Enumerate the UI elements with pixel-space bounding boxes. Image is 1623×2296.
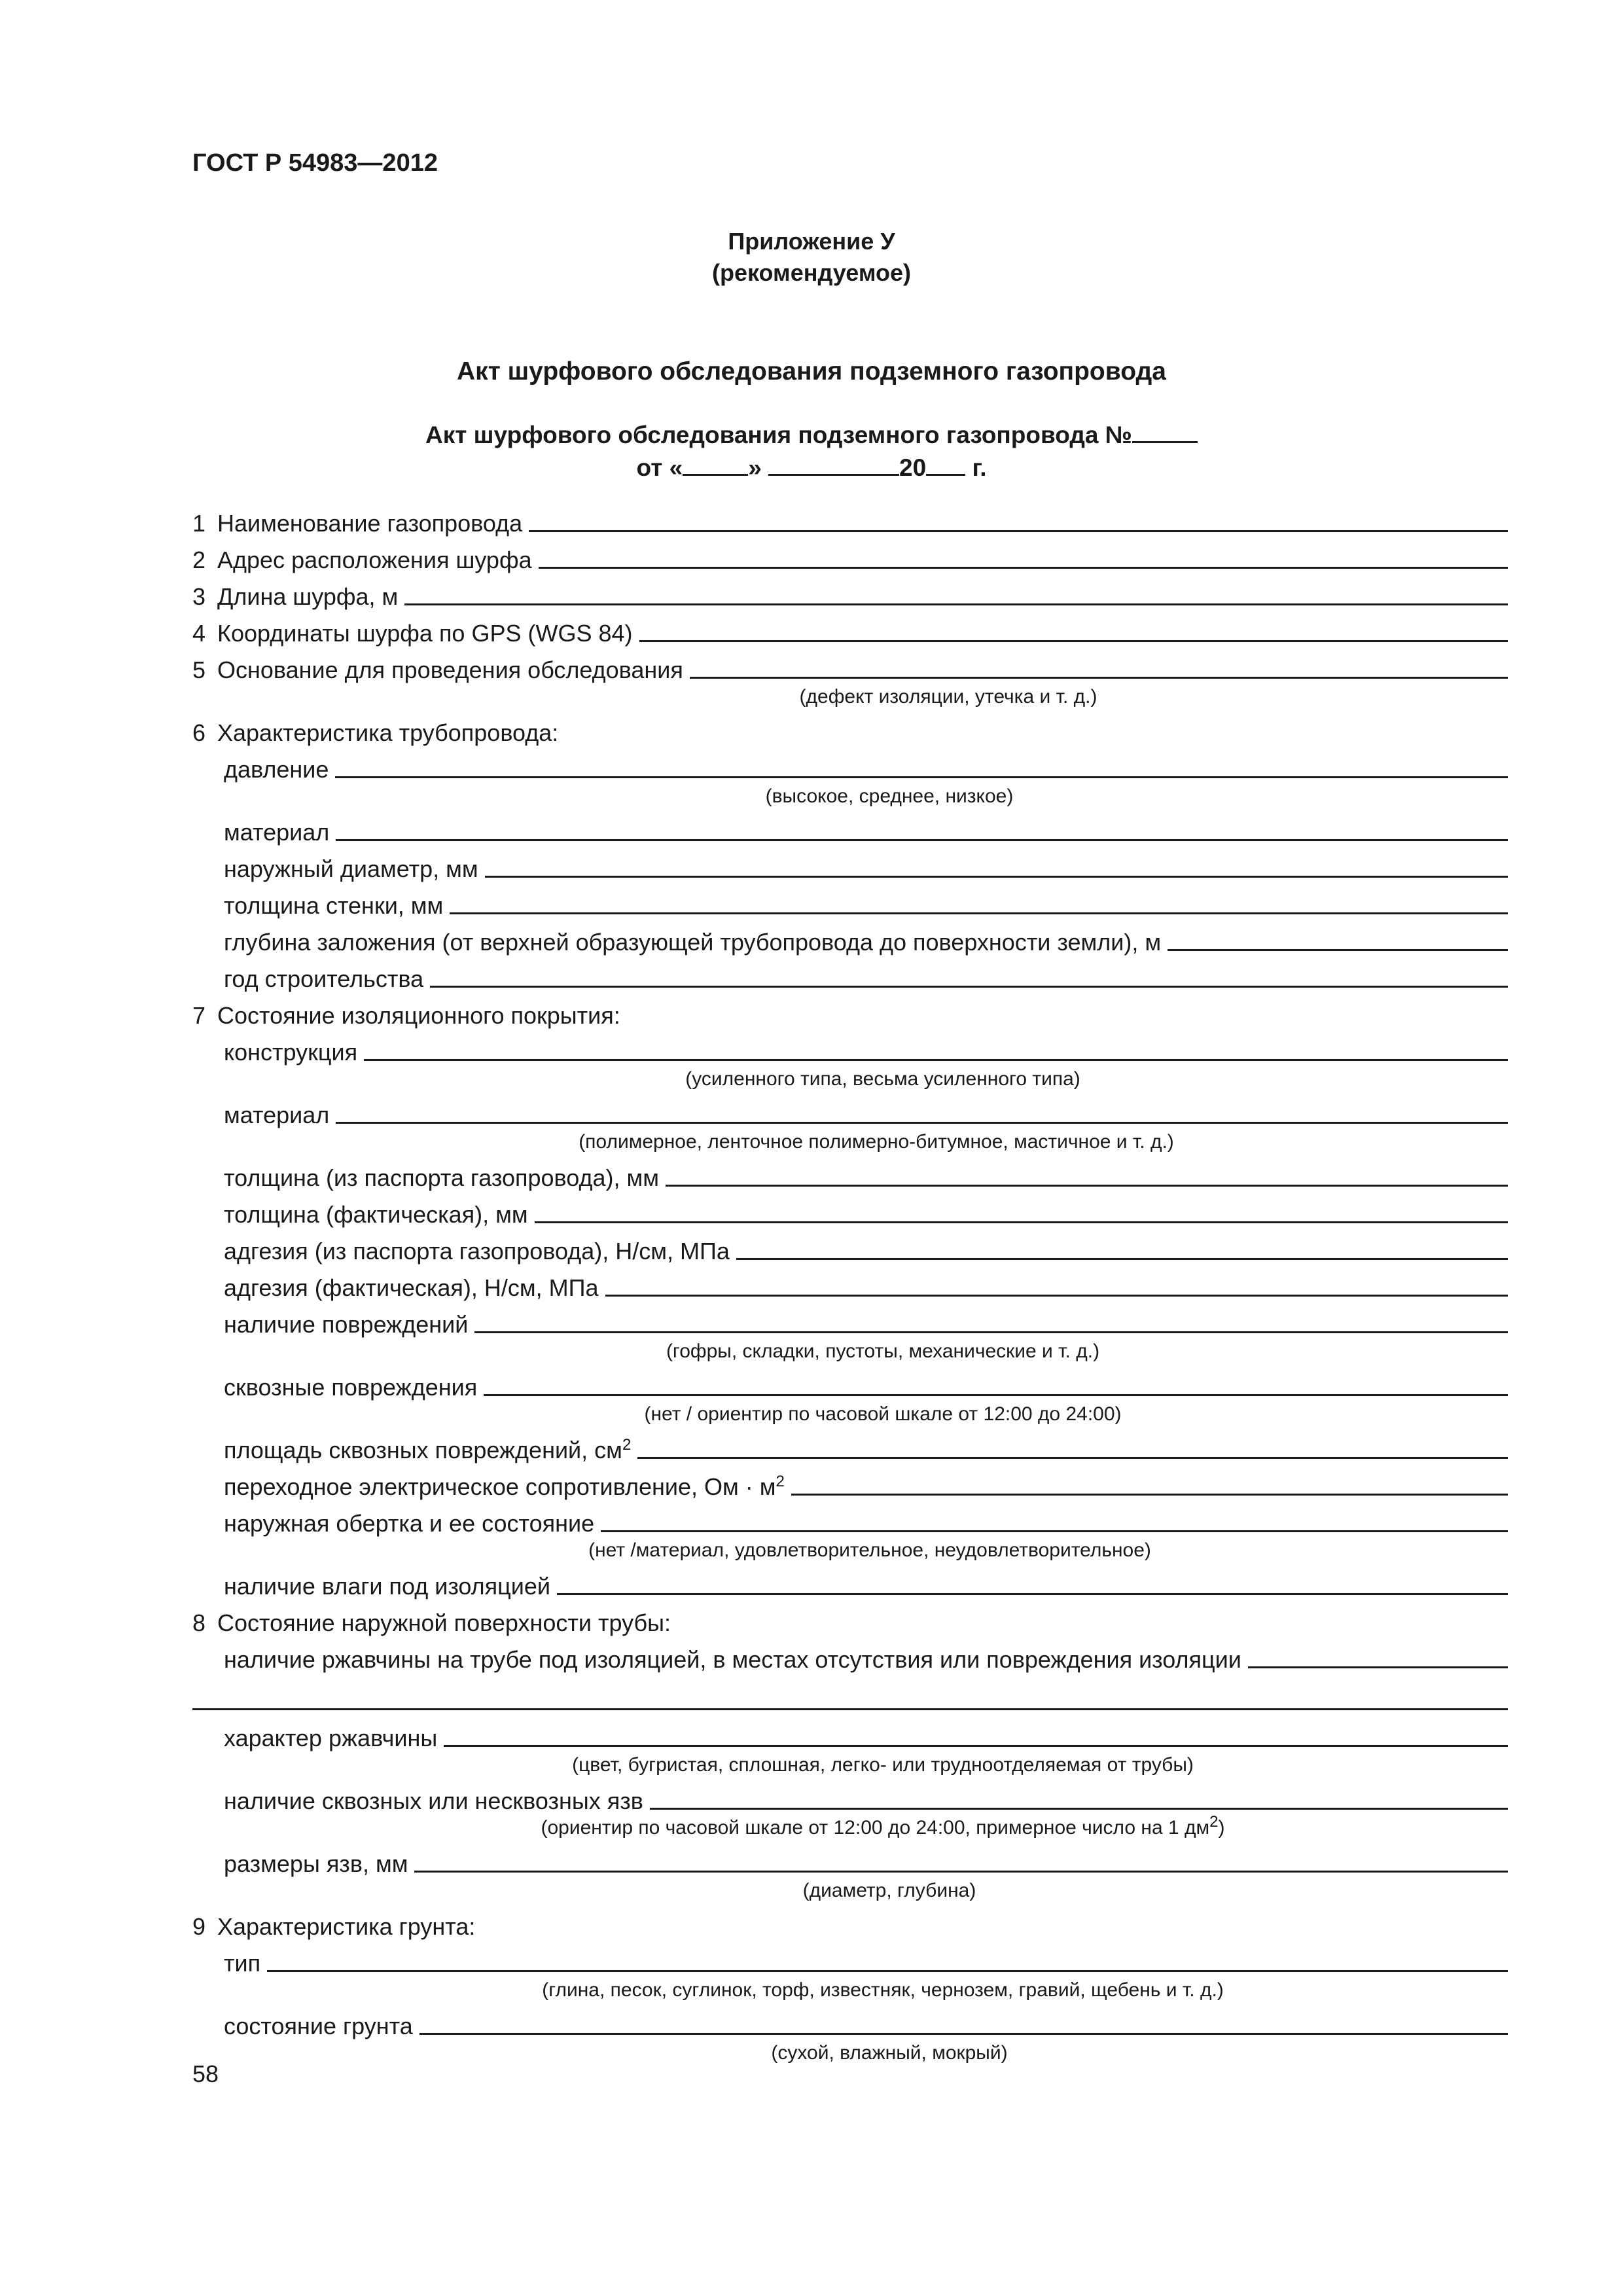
damage-presence-hint: (гофры, складки, пустоты, механические и т. д.) <box>666 1340 1100 1362</box>
soil-type-hint: (глина, песок, суглинок, торф, известняк, чернозем, гравий, щебень и т. д.) <box>542 1979 1224 2001</box>
item-outer-wrap: наружная обертка и ее состояние <box>192 1501 1508 1537</box>
item-label: 3 Длина шурфа, м <box>192 583 399 610</box>
item-through-damage: сквозные повреждения <box>192 1365 1508 1401</box>
soil-state-hint: (сухой, влажный, мокрый) <box>771 2042 1008 2064</box>
adhesion-actual-field[interactable] <box>605 1295 1508 1297</box>
item-pressure: давление <box>192 747 1508 783</box>
through-damage-hint: (нет / ориентир по часовой шкале от 12:00 до 24:00) <box>644 1403 1122 1425</box>
item-label: 4 Координаты шурфа по GPS (WGS 84) <box>192 620 633 647</box>
item-label: 5 Основание для проведения обследования <box>192 656 683 683</box>
moisture-field[interactable] <box>557 1593 1508 1595</box>
damage-presence-field[interactable] <box>474 1331 1508 1333</box>
insulation-material-field[interactable] <box>336 1122 1508 1124</box>
insulation-construction-field[interactable] <box>364 1059 1508 1061</box>
outer-wrap-field[interactable] <box>601 1530 1508 1532</box>
appendix-title: Приложение У <box>728 228 895 255</box>
laying-depth-field[interactable] <box>1168 949 1508 951</box>
construction-year-field[interactable] <box>430 986 1508 988</box>
item-through-damage-area: площадь сквозных повреждений, $см^2$ <box>192 1427 1508 1464</box>
item-thickness-actual: толщина (фактическая), мм <box>192 1192 1508 1229</box>
item-laying-depth: глубина заложения (от верхней образующей трубопровода до поверхности земли), м <box>192 920 1508 956</box>
section-label: 6 Характеристика трубопровода: <box>192 719 559 746</box>
item-soil-type: тип <box>192 1941 1508 1977</box>
section-insulation-condition <box>192 993 1508 1030</box>
ulcers-hint: (ориентир по часовой шкале от 12:00 до 24:00, примерное число на 1 $дм^2$) <box>541 1813 1225 1839</box>
section-soil-characteristics <box>192 1904 1508 1941</box>
item-survey-reason <box>192 647 1508 684</box>
outer-diameter-field[interactable] <box>485 876 1508 878</box>
item-outer-diameter: наружный диаметр, мм <box>192 846 1508 883</box>
item-soil-state: состояние грунта <box>192 2003 1508 2040</box>
page-number: 58 <box>192 2060 219 2087</box>
item-damage-presence: наличие повреждений <box>192 1302 1508 1338</box>
ulcer-size-field[interactable] <box>414 1871 1508 1873</box>
pit-length-field[interactable] <box>404 603 1508 605</box>
section-label: 8 Состояние наружной поверхности трубы: <box>192 1609 671 1636</box>
year-prefix: 20 <box>899 454 927 481</box>
thickness-actual-field[interactable] <box>535 1221 1508 1223</box>
item-insulation-material: материал <box>192 1092 1508 1129</box>
section-pipeline-characteristics <box>192 710 1508 747</box>
date-day-field[interactable] <box>683 452 748 476</box>
outer-wrap-hint: (нет /материал, удовлетворительное, неудовлетворительное) <box>588 1539 1151 1561</box>
pressure-field[interactable] <box>335 776 1508 778</box>
section-pipe-surface <box>192 1600 1508 1637</box>
date-month-field[interactable] <box>768 452 899 476</box>
act-number-label: Акт шурфового обследования подземного газопровода № <box>425 422 1132 448</box>
pit-address-field[interactable] <box>539 567 1508 569</box>
ulcer-size-hint: (диаметр, глубина) <box>802 1880 976 1901</box>
rust-presence-continuation-field[interactable] <box>192 1674 1508 1710</box>
item-pit-length <box>192 574 1508 611</box>
section-label: 9 Характеристика грунта: <box>192 1913 476 1940</box>
insulation-construction-hint: (усиленного типа, весьма усиленного типа) <box>685 1068 1080 1090</box>
wall-thickness-field[interactable] <box>450 912 1508 914</box>
act-form <box>192 501 1508 2066</box>
item-gps-coordinates <box>192 611 1508 647</box>
date-from-label: от « <box>636 454 683 481</box>
act-number-line <box>0 419 1623 452</box>
soil-state-field[interactable] <box>419 2033 1508 2035</box>
appendix-heading <box>0 226 1623 289</box>
rust-character-field[interactable] <box>444 1745 1508 1747</box>
through-damage-area-field[interactable] <box>637 1457 1508 1459</box>
through-damage-field[interactable] <box>484 1394 1508 1396</box>
document-title: Акт шурфового обследования подземного газопровода <box>457 357 1166 386</box>
ulcers-field[interactable] <box>650 1808 1508 1810</box>
date-quote: » <box>748 454 762 481</box>
item-wall-thickness: толщина стенки, мм <box>192 883 1508 920</box>
gps-coordinates-field[interactable] <box>639 640 1508 642</box>
item-rust-character: характер ржавчины <box>192 1715 1508 1752</box>
item-moisture-under-insulation: наличие влаги под изоляцией <box>192 1564 1508 1600</box>
year-suffix: г. <box>972 454 987 481</box>
standard-number: ГОСТ Р 54983—2012 <box>192 149 438 177</box>
survey-reason-field[interactable] <box>690 677 1508 679</box>
rust-presence-field[interactable] <box>1248 1666 1508 1668</box>
gas-pipeline-name-field[interactable] <box>529 530 1508 532</box>
date-year-field[interactable] <box>926 452 965 476</box>
item-adhesion-actual: адгезия (фактическая), Н/см, МПа <box>192 1265 1508 1302</box>
insulation-material-hint: (полимерное, ленточное полимерно-битумное, мастичное и т. д.) <box>579 1131 1174 1153</box>
item-ulcer-size: размеры язв, мм <box>192 1841 1508 1878</box>
pipe-material-field[interactable] <box>336 839 1508 841</box>
survey-reason-hint: (дефект изоляции, утечка и т. д.) <box>799 686 1097 708</box>
item-label: 2 Адрес расположения шурфа <box>192 547 532 573</box>
transition-resistance-field[interactable] <box>791 1494 1508 1496</box>
appendix-note: (рекомендуемое) <box>712 259 911 286</box>
item-construction-year: год строительства <box>192 956 1508 993</box>
item-thickness-passport: толщина (из паспорта газопровода), мм <box>192 1155 1508 1192</box>
act-heading <box>0 419 1623 484</box>
pressure-hint: (высокое, среднее, низкое) <box>765 785 1014 807</box>
item-gas-pipeline-name <box>192 501 1508 537</box>
section-label: 7 Состояние изоляционного покрытия: <box>192 1002 620 1029</box>
item-transition-resistance: переходное электрическое сопротивление, Ом · $м^2$ <box>192 1464 1508 1501</box>
rust-character-hint: (цвет, бугристая, сплошная, легко- или трудноотделяемая от трубы) <box>572 1754 1194 1776</box>
thickness-passport-field[interactable] <box>666 1185 1508 1187</box>
item-pipe-material: материал <box>192 810 1508 846</box>
item-adhesion-passport: адгезия (из паспорта газопровода), Н/см, МПа <box>192 1229 1508 1265</box>
adhesion-passport-field[interactable] <box>736 1258 1508 1260</box>
item-rust-presence: наличие ржавчины на трубе под изоляцией, в местах отсутствия или повреждения изоляции <box>192 1637 1508 1674</box>
item-label: 1 Наименование газопровода <box>192 510 523 537</box>
item-pit-address <box>192 537 1508 574</box>
item-insulation-construction: конструкция <box>192 1030 1508 1066</box>
soil-type-field[interactable] <box>267 1970 1508 1972</box>
item-ulcers: наличие сквозных или несквозных язв <box>192 1778 1508 1815</box>
act-date-line <box>0 452 1623 484</box>
act-number-field[interactable] <box>1132 419 1198 443</box>
